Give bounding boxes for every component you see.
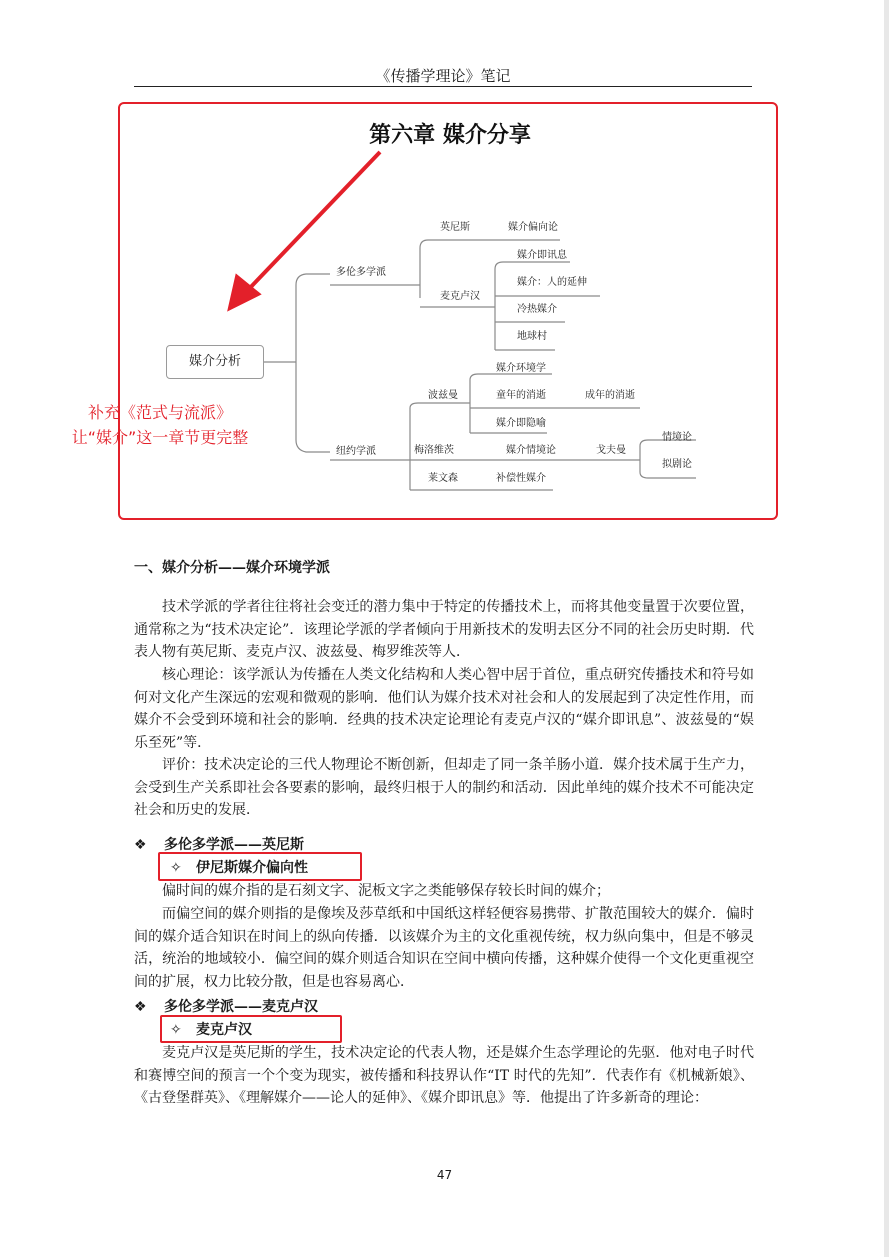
page-number: 47: [436, 1168, 453, 1182]
sub-bullet-innis-bias: [170, 857, 308, 877]
bullet-toronto-innis: [134, 834, 304, 854]
mm-postman: 波兹曼: [428, 390, 458, 401]
mm-meyrowitz: 梅洛维茨: [414, 445, 454, 456]
mindmap-root-node: 媒介分析: [166, 345, 264, 379]
sub-bullet-mcluhan: [170, 1019, 252, 1039]
mm-toronto: 多伦多学派: [336, 267, 386, 278]
bullet-toronto-mcluhan: [134, 996, 318, 1016]
mm-postman-child: 童年的消逝: [496, 390, 546, 401]
mm-mcluhan-child: 冷热媒介: [517, 304, 557, 315]
bullet-title: 多伦多学派——英尼斯: [164, 837, 304, 853]
mindmap-title: 第六章 媒介分享: [369, 123, 531, 148]
mm-mcluhan: 麦克卢汉: [440, 291, 480, 302]
sparkle-bullet-icon: ✧: [170, 1022, 182, 1038]
mm-goffman: 戈夫曼: [596, 445, 626, 456]
annotation-note-line2: 让“媒介”这一章节更完整: [71, 428, 249, 447]
section-paragraph: 偏时间的媒介指的是石刻文字、泥板文字之类能够保存较长时间的媒介；: [162, 883, 610, 899]
annotation-note-line1: 补充《范式与流派》: [87, 403, 232, 422]
mm-goffman-child: 拟剧论: [662, 459, 692, 470]
section-paragraph: 评价：技术决定论的三代人物理论不断创新，但却走了同一条羊肠小道．媒介技术属于生产力，会受到生产关系即社会各要素的影响，最终归根于人的制约和活动．因此单纯的媒介技术不可能决定社会和历史的发展．: [134, 757, 754, 818]
section-paragraph: 而偏空间的媒介则指的是像埃及莎草纸和中国纸这样轻便容易携带、扩散范围较大的媒介．偏时间的媒介适合知识在时间上的纵向传播．以该媒介为主的文化重视传统，权力纵向集中，但是不够灵活，统治的地域较小．偏空间的媒介则适合知识在空间中横向传播，这种媒介使得一个文化更重视空间的扩展，权力比较分散，但是也容易离心．: [134, 906, 754, 990]
bullet-title: 多伦多学派——麦克卢汉: [164, 999, 318, 1015]
sub-bullet-title: 麦克卢汉: [196, 1022, 252, 1038]
mm-mcluhan-child: 媒介即讯息: [517, 250, 567, 261]
mm-innis-child: 媒介偏向论: [508, 222, 558, 233]
sparkle-bullet-icon: ✧: [170, 860, 182, 876]
mm-goffman-child: 情境论: [662, 432, 692, 443]
mm-newyork: 纽约学派: [336, 446, 376, 457]
connector-newyork: [330, 403, 640, 490]
mm-mcluhan-child: 媒介：人的延伸: [517, 277, 587, 288]
running-header: 《传播学理论》笔记: [375, 67, 511, 85]
mm-meyrowitz-child: 媒介情境论: [506, 445, 556, 456]
sub-bullet-title: 伊尼斯媒介偏向性: [196, 860, 308, 876]
mm-levinson: 莱文森: [428, 473, 458, 484]
diamond-bullet-icon: ❖: [134, 999, 147, 1015]
mm-postman-child: 媒介环境学: [496, 363, 546, 374]
mm-innis: 英尼斯: [440, 222, 470, 233]
mm-postman-grandchild: 成年的消逝: [585, 390, 635, 401]
diamond-bullet-icon: ❖: [134, 837, 147, 853]
section-paragraph: 技术学派的学者往往将社会变迁的潜力集中于特定的传播技术上，而将其他变量置于次要位置，通常称之为“技术决定论”．该理论学派的学者倾向于用新技术的发明去区分不同的社会历史时期．代表人物有英尼斯、麦克卢汉、波兹曼、梅罗维茨等人．: [134, 599, 754, 660]
section-heading: 一、媒介分析——媒介环境学派: [134, 560, 330, 576]
section-paragraph: 核心理论：该学派认为传播在人类文化结构和人类心智中居于首位，重点研究传播技术和符号如何对文化产生深远的宏观和微观的影响．他们认为媒介技术对社会和人的发展起到了决定性作用，而媒介不会受到环境和社会的影响．经典的技术决定论理论有麦克卢汉的“媒介即讯息”、波兹曼的“娱乐至死”等．: [134, 667, 754, 751]
mm-levinson-child: 补偿性媒介: [496, 473, 546, 484]
mm-postman-child: 媒介即隐喻: [496, 418, 546, 429]
section-paragraph: 麦克卢汉是英尼斯的学生，技术决定论的代表人物，还是媒介生态学理论的先驱．他对电子时代和赛博空间的预言一个个变为现实，被传播和科技界认作“IT 时代的先知”．代表作有《机械新娘》、《古登堡群英》、《理解媒介——论人的延伸》、《媒介即讯息》等．他提出了许多新奇的理论：: [134, 1045, 754, 1106]
mm-mcluhan-child: 地球村: [517, 331, 547, 342]
